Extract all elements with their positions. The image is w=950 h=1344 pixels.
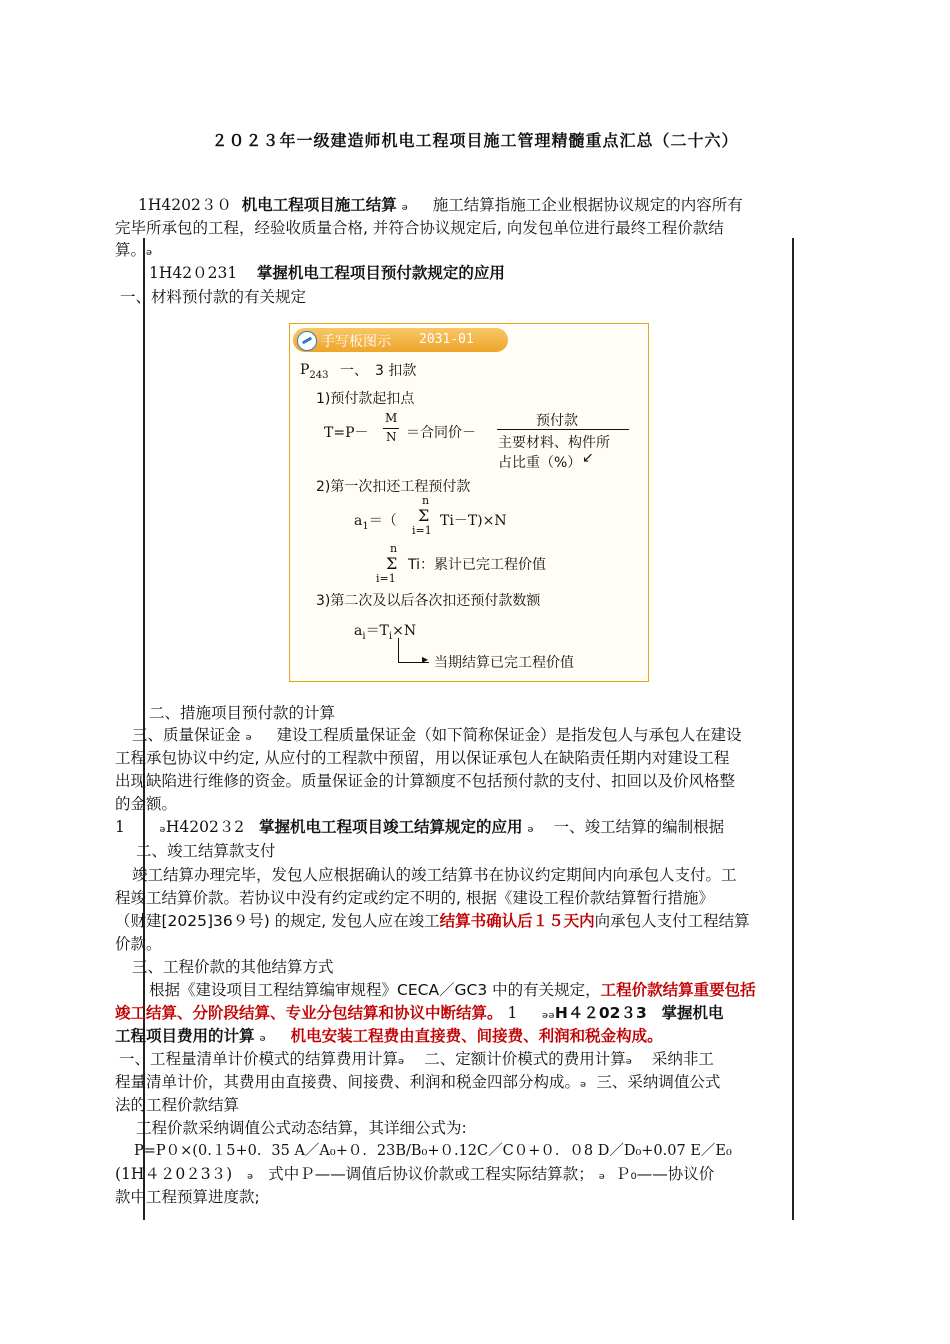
item-heading: 二、措施项目预付款的计算 [149,704,336,722]
para-mark-icon: ₔ [625,1050,633,1068]
item-heading: 三、工程价款的其他结算方式 [132,958,334,976]
pen-icon [297,331,317,351]
section-code: 1H4202３０ [138,196,232,214]
formula-4: $a_i=T_i\times N$ [354,623,417,642]
body-line: 完毕所承包的工程，经验收质量合格, 并符合协议规定后, 向发包单位进行最终工程价款结 [115,219,724,237]
body-line: （财建[2025]36９号) 的规定, 发包人应在竣工结算书确认后１５天内向承包人支付工程结算 [115,912,750,930]
figure-header-date: 2031-01 [419,332,474,347]
body-line: 竣工结算办理完毕，发包人应根据确认的竣工结算书在协议约定期间内向承包人支付。工 [132,866,737,884]
section-heading: 掌握机电 [661,1004,724,1022]
body-text: 建设工程质量保证金（如下简称保证金）是指发包人与承包人在建设 [276,726,742,744]
section-1h420232-line: 1 ₔH4202３2 掌握机电工程项目竣工结算规定的应用 ₔ 一、竣工结算的编制根据 [115,818,725,836]
formula-1-frac-den-1: 主要材料、构件所 [498,435,610,451]
body-line: 款中工程预算进度款; [115,1188,260,1206]
adjustment-formula: P=P０×(0.１5+0．35 A／A₀+０．23B/B₀+０.12C／C０+０．０8 D／D₀+0.07 E／E₀ [134,1143,732,1159]
para-mark-icon: ₔ [246,1165,254,1183]
subsection-code: 1H42０231 [149,264,238,282]
sigma-bottom: i=1 [376,572,396,585]
body-line: 竣工结算、分阶段结算、专业分包结算和协议中断结算。 1 ₔₔH４２02３3 掌握机电 [115,1004,724,1022]
page-title: ２０２３年一级建造师机电工程项目施工管理精髓重点汇总（二十六） [211,131,739,150]
highlight-text: 结算书确认后１５天内 [439,912,595,930]
highlight-text: 机电安装工程费由直接费、间接费、利润和税金构成。 [290,1027,663,1045]
para-mark-icon: ₔ [398,1050,405,1068]
formula-1-fraction-bar [383,428,399,429]
item-heading-line [132,724,742,746]
formula-2: $a_1=$（ [354,513,397,532]
right-margin-line [792,238,794,1220]
body-line [115,1025,663,1047]
para-mark-icon: ₔ [259,1027,266,1045]
subsection-line [149,262,505,284]
body-line: 程量清单计价，其费用由直接费、间接费、利润和税金四部分构成。ₔ 三、采纳调值公式 [115,1073,721,1091]
para-mark-icon: ₔₔ [541,1004,555,1022]
body-text: 施工结算指施工企业根据协议规定的内容所有 [432,196,743,214]
section-code: H４２02３3 [554,1004,647,1022]
formula-1-num: M [385,411,398,425]
para-mark-icon: ₔ [146,241,153,259]
para-mark-icon: ₔ [159,818,166,836]
item-heading: 一、材料预付款的有关规定 [120,288,307,306]
section-code: H4202３2 [165,818,245,836]
body-line: 出现缺陷进行维修的资金。质量保证金的计算额度不包括预付款的支付、扣回以及价风格整 [115,772,736,790]
body-line: 一、工程量清单计价模式的结算费用计算ₔ 二、定额计价模式的费用计算ₔ 采纳非工 [119,1050,714,1068]
body-line: 根据《建设项目工程结算编审规程》CECA／GC3 中的有关规定，工程价款结算重要包括 [149,981,756,999]
para-mark-icon: ₔ [245,726,252,744]
highlight-text: 工程价款结算重要包括 [600,981,756,999]
page-ref: $P_{243}$ [300,362,329,381]
sigma-top: n [422,494,430,507]
handwriting-board-figure [289,323,649,682]
formula-3-tail: Ti：累计已完工程价值 [408,557,547,573]
para-mark-icon: ₔ [580,1073,587,1091]
figure-item-1: 1)预付款起扣点 [316,391,415,407]
formula-1-big-fraction-bar [497,429,629,430]
para-mark-icon: ₔ [598,1165,606,1183]
body-line: 工程承包协议中约定, 从应付的工程款中预留，用以保证承包人在缺陷责任期内对建设工程 [115,749,730,767]
item-heading: 一、竣工结算的编制根据 [553,818,725,836]
section-heading: 掌握机电工程项目竣工结算规定的应用 [258,818,523,836]
para-mark-icon: ₔ [527,818,534,836]
para-mark-icon: ₔ [401,196,409,214]
section-1h420230-line [138,194,743,216]
sigma-icon: Σ [418,506,430,525]
body-line: 价款。 [115,935,162,953]
sigma-bottom: i=1 [412,524,432,537]
section-heading: 工程项目费用的计算 [115,1027,255,1045]
subsection-heading: 掌握机电工程项目预付款规定的应用 [256,264,505,282]
arrow-label: 当期结算已完工程价值 [434,655,574,671]
body-line: (1H４２0２3３) ₔ 式中Ｐ——调值后协议价款或工程实际结算款； ₔ Ｐ₀——协议价 [115,1165,715,1183]
body-line [115,239,152,261]
section-heading: 机电工程项目施工结算 [241,196,397,214]
sigma-top: n [390,542,398,555]
figure-item-2: 2)第一次扣还工程预付款 [316,479,471,495]
formula-1-mid: ＝合同价－ [406,425,476,441]
body-text: 算。 [115,241,147,259]
body-line: 的金额。 [115,795,178,813]
formula-1-frac-num: 预付款 [536,413,578,429]
highlight-text: 竣工结算、分阶段结算、专业分包结算和协议中断结算。 [115,1004,503,1022]
body-line: 程竣工结算价款。若协议中没有约定或约定不明的, 根据《建设工程价款结算暂行措施》 [115,889,714,907]
formula-1-left: T=P－ [324,425,369,441]
formula-1-frac-den-2: 占比重（%） [498,455,582,471]
body-line: 工程价款采纳调值公式动态结算，其详细公式为: [136,1119,467,1137]
check-mark-icon: ↙ [582,450,594,466]
figure-header [293,328,508,352]
formula-2-tail: Ti－T)×N [440,513,507,529]
sigma-icon: Σ [386,554,398,573]
item-heading: 二、竣工结算款支付 [136,842,276,860]
arrow-head-icon: ▸ [422,652,429,666]
body-line: 法的工程价款结算 [115,1096,240,1114]
formula-1-den: N [386,430,397,444]
figure-heading: 一、 3 扣款 [340,363,417,379]
figure-header-title: 手写板图示 [321,334,391,350]
item-heading: 三、质量保证金 [132,726,241,744]
figure-item-3: 3)第二次及以后各次扣还预付款数额 [316,593,541,609]
